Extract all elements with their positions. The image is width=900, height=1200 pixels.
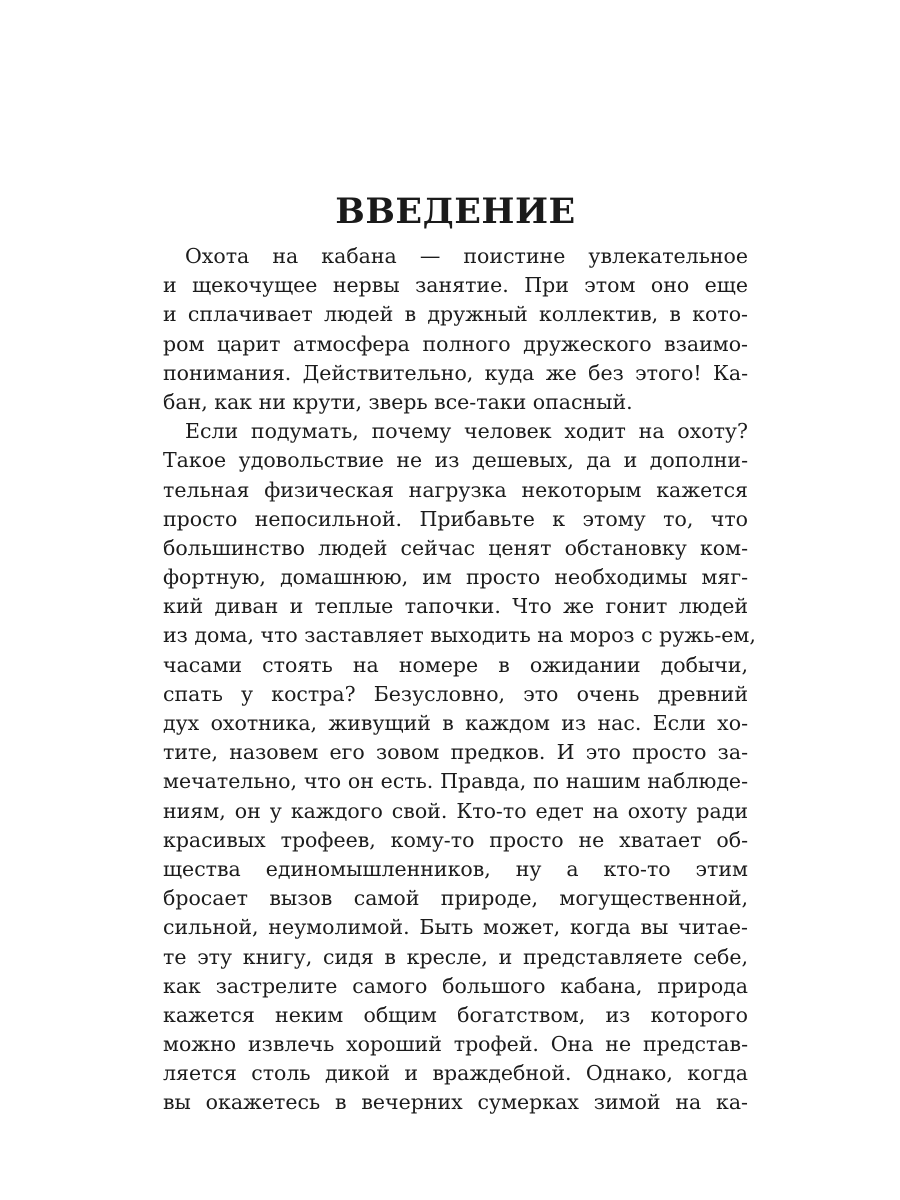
text-line: как застрелите самого большого кабана, природа — [163, 973, 748, 998]
text-line: дух охотника, живущий в каждом из нас. Если хо- — [163, 711, 748, 735]
text-line: те эту книгу, сидя в кресле, и представляете себе, — [163, 944, 748, 969]
text-line: бросает вызов самой природе, могущественной, — [163, 886, 748, 911]
text-line: большинство людей сейчас ценят обстановку ком- — [163, 535, 748, 560]
paragraph-2 — [163, 417, 756, 1118]
text-line: часами стоять на номере в ожидании добычи, — [163, 652, 748, 677]
text-line: ром царит атмосфера полного дружеского взаимо- — [163, 331, 748, 356]
text-line: ляется столь дикой и враждебной. Однако, когда — [163, 1061, 748, 1086]
text-line: спать у костра? Безусловно, это очень древний — [163, 681, 748, 706]
text-line: Охота на кабана — поистине увлекательное — [185, 244, 748, 268]
text-line: тите, назовем его зовом предков. И это просто за- — [163, 740, 748, 765]
text-line: Если подумать, почему человек ходит на охоту? — [185, 419, 748, 444]
page-text-block — [163, 188, 756, 1118]
text-line: ниям, он у каждого свой. Кто-то едет на охоту ради — [163, 798, 748, 823]
text-line: понимания. Действительно, куда же без этого! Ка- — [163, 360, 748, 385]
text-line: красивых трофеев, кому-то просто не хватает об- — [163, 827, 748, 852]
text-line: сильной, неумолимой. Быть может, когда вы читае- — [163, 915, 748, 940]
text-line: мечательно, что он есть. Правда, по нашим наблюде- — [163, 769, 748, 794]
text-line: тельная физическая нагрузка некоторым кажется — [163, 477, 748, 502]
text-line: просто непосильной. Прибавьте к этому то, что — [163, 506, 748, 531]
text-line: кажется неким общим богатством, из которого — [163, 1002, 748, 1027]
text-line: кий диван и теплые тапочки. Что же гонит людей — [163, 594, 748, 619]
text-line: и сплачивает людей в дружный коллектив, в кото- — [163, 302, 748, 327]
text-line: щества единомышленников, ну а кто-то этим — [163, 856, 748, 881]
text-line: и щекочущее нервы занятие. При этом оно еще — [163, 273, 748, 298]
text-line: можно извлечь хороший трофей. Она не представ- — [163, 1032, 748, 1057]
text-line: вы окажетесь в вечерних сумерках зимой на ка- — [163, 1090, 748, 1115]
text-line: Такое удовольствие не из дешевых, да и дополни- — [163, 448, 748, 473]
text-line: бан, как ни крути, зверь все-таки опасный. — [163, 389, 633, 414]
chapter-title: ВВЕДЕНИЕ — [335, 191, 576, 232]
text-line: из дома, что заставляет выходить на мороз с ружь-ем, — [163, 623, 756, 648]
text-line: фортную, домашнюю, им просто необходимы мяг- — [163, 565, 748, 590]
paragraph-1 — [163, 242, 748, 417]
